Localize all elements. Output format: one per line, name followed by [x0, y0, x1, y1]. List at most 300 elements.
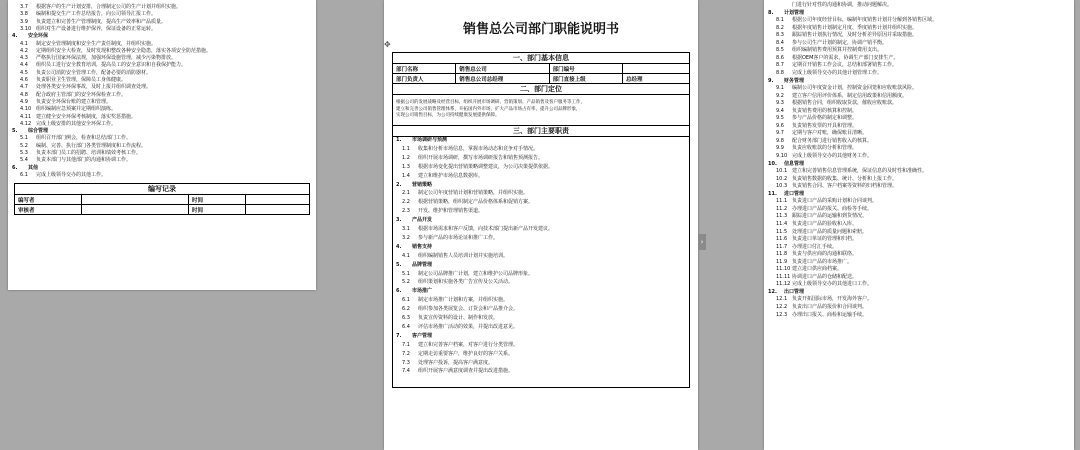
item-number: 9.1: [776, 85, 784, 92]
item-number: 11.9: [776, 258, 788, 265]
item-text: 组织编制销售人员培训计划并实施培训。: [418, 252, 509, 259]
list-item: [20, 26, 156, 33]
list-item: [776, 62, 897, 69]
list-item: [402, 190, 528, 197]
item-number: 9.2: [776, 92, 784, 99]
item-number: 7.3: [402, 359, 410, 366]
item-number: 11.7: [776, 243, 788, 250]
item-text: 建立和维护市场信息数据库。: [418, 172, 484, 179]
section-heading: [396, 244, 432, 251]
item-number: 4.5: [20, 69, 28, 76]
positioning-line: 根据公司的发展战略及经营目标，组织开展市场调研、营销策划、产品销售及客户服务等工作，: [396, 100, 585, 106]
item-number: 8.: [768, 9, 774, 16]
record-time-value: [246, 205, 310, 215]
list-item: [402, 271, 533, 278]
item-text: 市场调研与预测: [412, 137, 448, 143]
list-item: [776, 108, 857, 115]
item-text: 安全环保: [28, 33, 49, 40]
item-number: 5.1: [402, 270, 410, 277]
item-number: 7.: [396, 332, 402, 339]
item-text: 组织对生产设备进行维护保养，保证设备的正常运转。: [36, 25, 157, 32]
table-cell: 部门名称: [393, 64, 456, 74]
item-text: 参与产品价格的制定和调整。: [792, 115, 858, 122]
item-text: 负责销售合同、客户档案等资料的归档和管理。: [792, 183, 898, 190]
list-item: [776, 25, 917, 32]
item-number: 8.8: [776, 69, 784, 76]
item-number: 4.12: [20, 120, 32, 127]
item-text: 销售支持: [412, 243, 433, 250]
item-text: 完成上级安排的其他安全环保工作。: [36, 120, 117, 127]
item-text: 负责与供应商的沟通和联络。: [792, 251, 858, 258]
item-number: 10.3: [776, 183, 788, 190]
item-number: 8.2: [776, 24, 784, 31]
item-number: 8.3: [776, 32, 784, 39]
item-number: 5.: [12, 128, 18, 135]
item-number: 5.1: [20, 135, 28, 142]
item-text: 完成上级领导交办的其他工作。: [36, 171, 107, 178]
item-text: 收集和分析市场信息，掌握市场动态和竞争对手情况。: [418, 145, 539, 152]
item-number: 10.: [768, 160, 777, 167]
list-item: [776, 198, 877, 205]
item-text: 编制、完善、执行部门各类管理制度和工作流程。: [36, 142, 147, 149]
section-heading: [396, 333, 432, 340]
item-number: 11.3: [776, 213, 788, 220]
list-item: [776, 32, 917, 39]
item-number: 11.11: [776, 273, 791, 280]
list-item: [20, 11, 156, 18]
item-number: 3.9: [20, 18, 28, 25]
item-number: 3.7: [20, 4, 28, 10]
item-number: 6.: [12, 164, 18, 171]
item-number: 4.8: [20, 91, 28, 98]
item-text: 定期与客户对账，确保账目清晰。: [792, 130, 868, 137]
item-number: 4.2: [20, 47, 28, 54]
record-time-label: 时间: [189, 195, 246, 205]
item-number: 6.1: [402, 297, 410, 304]
item-text: 评估市场推广活动的效果，并提出改进意见。: [418, 323, 519, 330]
record-time-label: 时间: [189, 205, 246, 215]
item-number: 5.3: [20, 150, 28, 156]
item-number: 11.6: [776, 236, 788, 243]
item-text: 其他: [28, 164, 39, 171]
item-number: 9.: [768, 77, 774, 84]
table-cell: 部门编号: [549, 64, 622, 74]
item-number: 11.: [768, 190, 777, 197]
item-text: 信息管理: [784, 160, 805, 167]
item-number: 12.2: [776, 304, 788, 310]
list-item: [20, 48, 211, 55]
section-basic-info-header: 一、部门基本信息: [393, 53, 690, 64]
list-item: [776, 266, 842, 273]
item-number: 4.3: [20, 55, 28, 62]
item-number: 9.8: [776, 137, 784, 144]
positioning-line: 实现公司销售目标，为公司持续健康发展提供保障。: [396, 113, 500, 119]
item-number: 6.: [396, 288, 402, 295]
section-heading: [768, 161, 804, 168]
item-text: 定期召开销售工作会议，总结和部署销售工作。: [792, 62, 898, 69]
item-text: 根据公司年度经营目标，编制年度销售计划并分解到各销售区域。: [792, 17, 938, 24]
list-item: [776, 229, 867, 236]
item-number: 5.2: [20, 142, 28, 149]
scroll-right-icon[interactable]: ›: [698, 234, 706, 250]
list-item: [776, 2, 892, 9]
item-number: 11.2: [776, 205, 788, 212]
item-text: 建立客户信用评价体系，制定信用政策和信用额度。: [792, 92, 908, 99]
item-text: 负责出口产品的报价和合同谈判。: [792, 304, 868, 310]
item-number: 6.2: [402, 306, 410, 313]
item-number: 10.1: [776, 168, 788, 175]
list-item: [402, 208, 483, 215]
item-text: 负责进口产品的采购计划和合同谈判。: [792, 198, 878, 205]
item-text: 财务管理: [784, 77, 805, 84]
item-text: 负责公司消防安全管理工作，配备必要的消防器材。: [36, 69, 152, 76]
item-text: 配合财务部门进行销售收入的核算。: [792, 137, 873, 144]
item-number: 2.: [396, 181, 402, 188]
item-number: 4.: [12, 33, 18, 40]
item-text: 参与公司生产计划的制定，协调产销平衡。: [792, 39, 888, 46]
item-text: 组织开展客户满意度调查并提出改进措施。: [418, 368, 514, 375]
list-item: [402, 199, 533, 206]
item-number: 1.4: [402, 172, 410, 179]
item-number: 4.1: [20, 40, 28, 47]
section-heading: [768, 78, 804, 85]
item-number: 4.4: [20, 62, 28, 69]
section-heading: [768, 289, 804, 296]
list-item: [20, 172, 106, 179]
item-text: 建立进口供应商档案。: [792, 266, 843, 273]
item-number: 8.4: [776, 39, 784, 46]
list-item: [776, 115, 857, 122]
item-text: 建立健全安全环保考核制度，落实奖惩措施。: [36, 113, 137, 120]
table-row: [393, 74, 690, 84]
item-text: 参与新产品的市场论证和推广工作。: [418, 234, 499, 241]
item-number: 8.7: [776, 62, 784, 69]
list-item: [402, 253, 508, 260]
item-text: 处理客户投诉，提高客户满意度。: [418, 359, 494, 366]
item-number: 7.4: [402, 368, 410, 375]
item-number: 2.1: [402, 190, 410, 197]
table-cell: 总经理: [623, 74, 690, 84]
list-item: [20, 77, 126, 84]
item-number: 12.1: [776, 296, 788, 303]
list-item: [776, 138, 872, 145]
list-item: [20, 157, 131, 164]
section-duties-header: 三、部门主要职责: [393, 126, 690, 137]
list-item: [776, 17, 937, 24]
list-item: [20, 92, 126, 99]
item-text: 客户管理: [412, 332, 433, 339]
list-item: [20, 135, 131, 142]
item-number: 12.3: [776, 311, 788, 318]
list-item: [20, 114, 136, 121]
item-text: 根据市场变化提出营销策略调整建议，为公司决策提供依据。: [418, 163, 554, 170]
section-heading: [396, 182, 432, 189]
item-text: 制定公司品牌推广计划，建立和维护公司品牌形象。: [418, 270, 534, 277]
positioning-line: 建立和完善公司销售管理体系，开拓国内外市场，扩大产品市场占有率，提升公司品牌形象，: [396, 106, 581, 112]
item-number: 2.2: [402, 199, 410, 206]
item-text: 根据营销策略，组织制定产品价格体系和促销方案。: [418, 199, 534, 206]
item-number: 9.7: [776, 130, 784, 137]
item-number: 2.3: [402, 208, 410, 215]
item-text: 负责销售发票的开具和管理。: [792, 122, 858, 129]
item-text: 完成上级领导交办的其他进口工作。: [792, 281, 873, 288]
section-heading: [396, 288, 432, 295]
item-text: 负责进口产品的验收和入库。: [792, 220, 858, 227]
list-item: [20, 121, 116, 128]
item-number: 11.4: [776, 220, 788, 227]
list-item: [402, 368, 513, 375]
item-number: 9.4: [776, 107, 784, 114]
item-text: 配合政府主管部门的安全环保检查工作。: [36, 91, 127, 98]
item-text: 组织员工进行安全教育培训，提高员工的安全意识和自我保护能力。: [36, 62, 187, 69]
list-item: [20, 150, 141, 157]
list-item: [776, 168, 927, 175]
department-info-table: [392, 52, 690, 388]
list-item: [402, 226, 553, 233]
table-row: [15, 195, 310, 205]
positioning-text: [393, 95, 690, 126]
list-item: [776, 47, 882, 54]
item-text: 办理出口报关、商检和运输手续。: [792, 311, 868, 318]
list-item: [776, 100, 897, 107]
item-number: 3.10: [20, 25, 32, 32]
list-item: [776, 221, 857, 228]
item-text: 处理进口产品的质量问题和索赔。: [792, 228, 868, 235]
item-number: 10.2: [776, 175, 788, 182]
item-number: 5.4: [20, 157, 28, 164]
list-item: [776, 281, 872, 288]
item-text: 严格执行国家环保法规，加强环保设施管理，减少污染物排放。: [36, 55, 177, 62]
item-text: 负责销售费用的核算和控制。: [792, 107, 858, 114]
item-text: 门进行针对性的沟通和协调，推动问题解决。: [792, 2, 893, 8]
list-item: [20, 19, 166, 26]
item-text: 营销策略: [412, 181, 433, 188]
list-item: [402, 306, 518, 313]
section-heading: [396, 262, 432, 269]
item-text: 根据市场需求和客户反馈，向技术部门提出新产品开发建议。: [418, 226, 554, 232]
item-text: 负责建立和完善生产管理制度，提高生产效率和产品质量。: [36, 18, 167, 25]
list-item: [20, 99, 111, 106]
item-number: 1.3: [402, 163, 410, 170]
list-item: [402, 235, 498, 242]
list-item: [776, 40, 887, 47]
item-text: 编制公司年度资金计划，控制资金回笼和应收账款风险。: [792, 85, 918, 92]
section-heading: [12, 33, 48, 40]
item-text: 建立和完善销售信息管理系统，保证信息的及时性和准确性。: [792, 168, 928, 175]
item-text: 跟踪进口产品的运输和到货情况。: [792, 213, 868, 220]
table-cell: 销售总公司: [456, 64, 549, 74]
item-text: 市场推广: [412, 288, 433, 295]
record-time-value: [246, 195, 310, 205]
item-text: 组织参加各类展览会、订货会和产品推介会。: [418, 306, 519, 313]
item-number: 8.5: [776, 47, 784, 54]
item-number: 4.6: [20, 77, 28, 83]
list-item: [402, 360, 493, 367]
item-text: 制定公司年度营销计划和营销策略，并组织实施。: [418, 190, 529, 197]
item-number: 5.2: [402, 279, 410, 286]
item-number: 11.1: [776, 198, 788, 205]
item-number: 3.: [396, 217, 402, 224]
item-number: 7.2: [402, 350, 410, 357]
item-number: 11.12: [776, 281, 791, 288]
item-text: 负责宣传资料的设计、制作和发放。: [418, 315, 499, 321]
list-item: [402, 146, 538, 153]
item-number: 3.2: [402, 234, 410, 241]
item-number: 9.10: [776, 153, 788, 159]
item-number: 12.: [768, 288, 777, 295]
item-text: 负责本部门与其他部门的沟通和协调工作。: [36, 157, 132, 164]
item-text: 开发、维护和管理销售渠道。: [418, 208, 484, 215]
item-number: 4.: [396, 243, 402, 250]
table-cell: [623, 64, 690, 74]
list-item: [776, 244, 837, 251]
list-item: [402, 297, 508, 304]
item-text: 处理各类安全环保事故，及时上报并组织调查处理。: [36, 84, 152, 91]
table-row: [15, 205, 310, 215]
item-text: 进口管理: [784, 190, 805, 197]
item-number: 6.4: [402, 323, 410, 330]
list-item: [776, 183, 897, 190]
item-text: 负责本部门员工的招聘、培训和绩效考核工作。: [36, 150, 142, 156]
item-number: 4.11: [20, 113, 32, 120]
item-number: 6.3: [402, 315, 410, 321]
list-item: [402, 155, 543, 162]
document-page-center: [384, 0, 698, 450]
list-item: [402, 173, 483, 180]
list-item: [776, 130, 867, 137]
section-positioning-header: 二、部门定位: [393, 84, 690, 95]
item-text: 组织召开部门例会，检查和总结部门工作。: [36, 135, 132, 142]
item-number: 9.9: [776, 145, 784, 152]
list-item: [776, 153, 872, 160]
item-text: 产品开发: [412, 217, 433, 224]
list-item: [776, 259, 852, 266]
item-number: 1.1: [402, 145, 410, 152]
list-item: [402, 342, 518, 349]
table-row: [393, 64, 690, 74]
list-item: [20, 41, 156, 48]
item-text: 跟踪销售计划执行情况，及时分析差异原因并采取措施。: [792, 32, 918, 39]
list-item: [20, 62, 186, 69]
list-item: [776, 93, 907, 100]
item-text: 负责开拓国际市场，开发海外客户。: [792, 296, 873, 303]
table-cell: 部门负责人: [393, 74, 456, 84]
item-text: 组织编制应急预案并定期组织演练。: [36, 106, 117, 113]
list-item: [402, 164, 553, 171]
list-item: [776, 85, 917, 92]
list-item: [776, 213, 867, 220]
list-item: [402, 315, 498, 322]
item-number: 4.1: [402, 252, 410, 259]
item-number: 1.: [396, 137, 402, 143]
item-number: 11.8: [776, 251, 788, 258]
item-number: 9.6: [776, 122, 784, 129]
item-text: 定期走访重要客户，维护良好的客户关系。: [418, 350, 514, 357]
item-text: 负责职业卫生管理，保障员工身体健康。: [36, 77, 127, 83]
document-page-right: [764, 0, 1074, 450]
table-cell: 销售总公司总经理: [456, 74, 549, 84]
item-text: 完成上级领导交办的其他财务工作。: [792, 153, 873, 159]
item-text: 负责安全环保台账的建立和管理。: [36, 98, 112, 105]
list-item: [20, 106, 116, 113]
item-text: 办理进口产品的报关、商检等手续。: [792, 205, 873, 212]
item-number: 9.3: [776, 100, 784, 107]
item-number: 8.6: [776, 54, 784, 61]
section-heading: [12, 165, 38, 172]
item-text: 制定市场推广计划和方案，并组织实施。: [418, 297, 509, 304]
item-text: 定期组织安全大检查，及时发现和整改各种安全隐患，落实各项安全防范措施。: [36, 47, 212, 54]
item-number: 9.5: [776, 115, 784, 122]
list-item: [776, 176, 897, 183]
item-text: 组织策划和实施各类广告宣传及公关活动。: [418, 279, 514, 286]
item-text: 负责进口产品的市场推广。: [792, 258, 853, 265]
item-text: 组织开展市场调研，撰写市场调研报告和销售预测报告。: [418, 154, 544, 161]
item-number: 3.1: [402, 226, 410, 232]
item-number: 5.: [396, 261, 402, 268]
item-text: 办理进口付汇手续。: [792, 243, 838, 250]
table-move-handle-icon[interactable]: ✥: [384, 40, 391, 49]
list-item: [402, 279, 513, 286]
item-text: 根据OEM客户的需求，协调生产部门安排生产。: [792, 54, 899, 61]
item-number: 1.2: [402, 154, 410, 161]
list-item: [776, 304, 867, 311]
duties-cell: [393, 137, 690, 388]
section-heading: [396, 137, 447, 144]
item-number: 4.10: [20, 106, 32, 113]
item-number: 7.1: [402, 341, 410, 348]
list-item: [20, 84, 151, 91]
section-heading: [768, 10, 804, 17]
item-text: 计划管理: [784, 9, 805, 16]
item-number: 6.1: [20, 171, 28, 178]
list-item: [20, 143, 146, 150]
list-item: [776, 55, 898, 62]
list-item: [776, 70, 882, 77]
list-item: [402, 324, 518, 331]
table-cell: 部门直接上级: [549, 74, 622, 84]
item-text: 制定安全管理制度和安全生产责任制度，并组织实施。: [36, 40, 157, 47]
item-text: 负责进口单证的管理和归档。: [792, 236, 858, 243]
item-text: 出口管理: [784, 288, 805, 295]
item-number: 4.7: [20, 84, 28, 91]
document-page-left: [8, 0, 316, 290]
item-text: 组织编制销售费用预算并控制费用支出。: [792, 47, 883, 54]
item-text: 品牌管理: [412, 261, 433, 268]
list-item: [776, 145, 857, 152]
item-number: 11.5: [776, 228, 788, 235]
item-number: 11.10: [776, 266, 791, 273]
item-text: 负责销售数据的收集、统计、分析和上报工作。: [792, 175, 898, 182]
item-number: 4.9: [20, 98, 28, 105]
item-text: 负责应收账款的分析和管理。: [792, 145, 858, 152]
list-item: [20, 4, 181, 11]
list-item: [776, 251, 857, 258]
item-number: 8.1: [776, 17, 784, 24]
item-number: 3.8: [20, 11, 28, 18]
list-item: [776, 123, 857, 130]
record-value: [82, 205, 189, 215]
item-text: 根据年度销售计划制定月度、季度销售计划并组织实施。: [792, 24, 918, 31]
record-table-title: 编写记录: [15, 184, 310, 195]
list-item: [20, 70, 151, 77]
list-item: [776, 312, 867, 319]
list-item: [776, 274, 857, 281]
item-text: 根据客户的生产计划安排，合理制定公司的生产计划并组织实施。: [36, 4, 182, 10]
list-item: [402, 351, 513, 358]
list-item: [776, 206, 872, 213]
item-text: 根据销售合同，组织收取货款，催收应收账款。: [792, 100, 898, 107]
item-text: 完成上级领导交办的其他计划管理工作。: [792, 69, 883, 76]
